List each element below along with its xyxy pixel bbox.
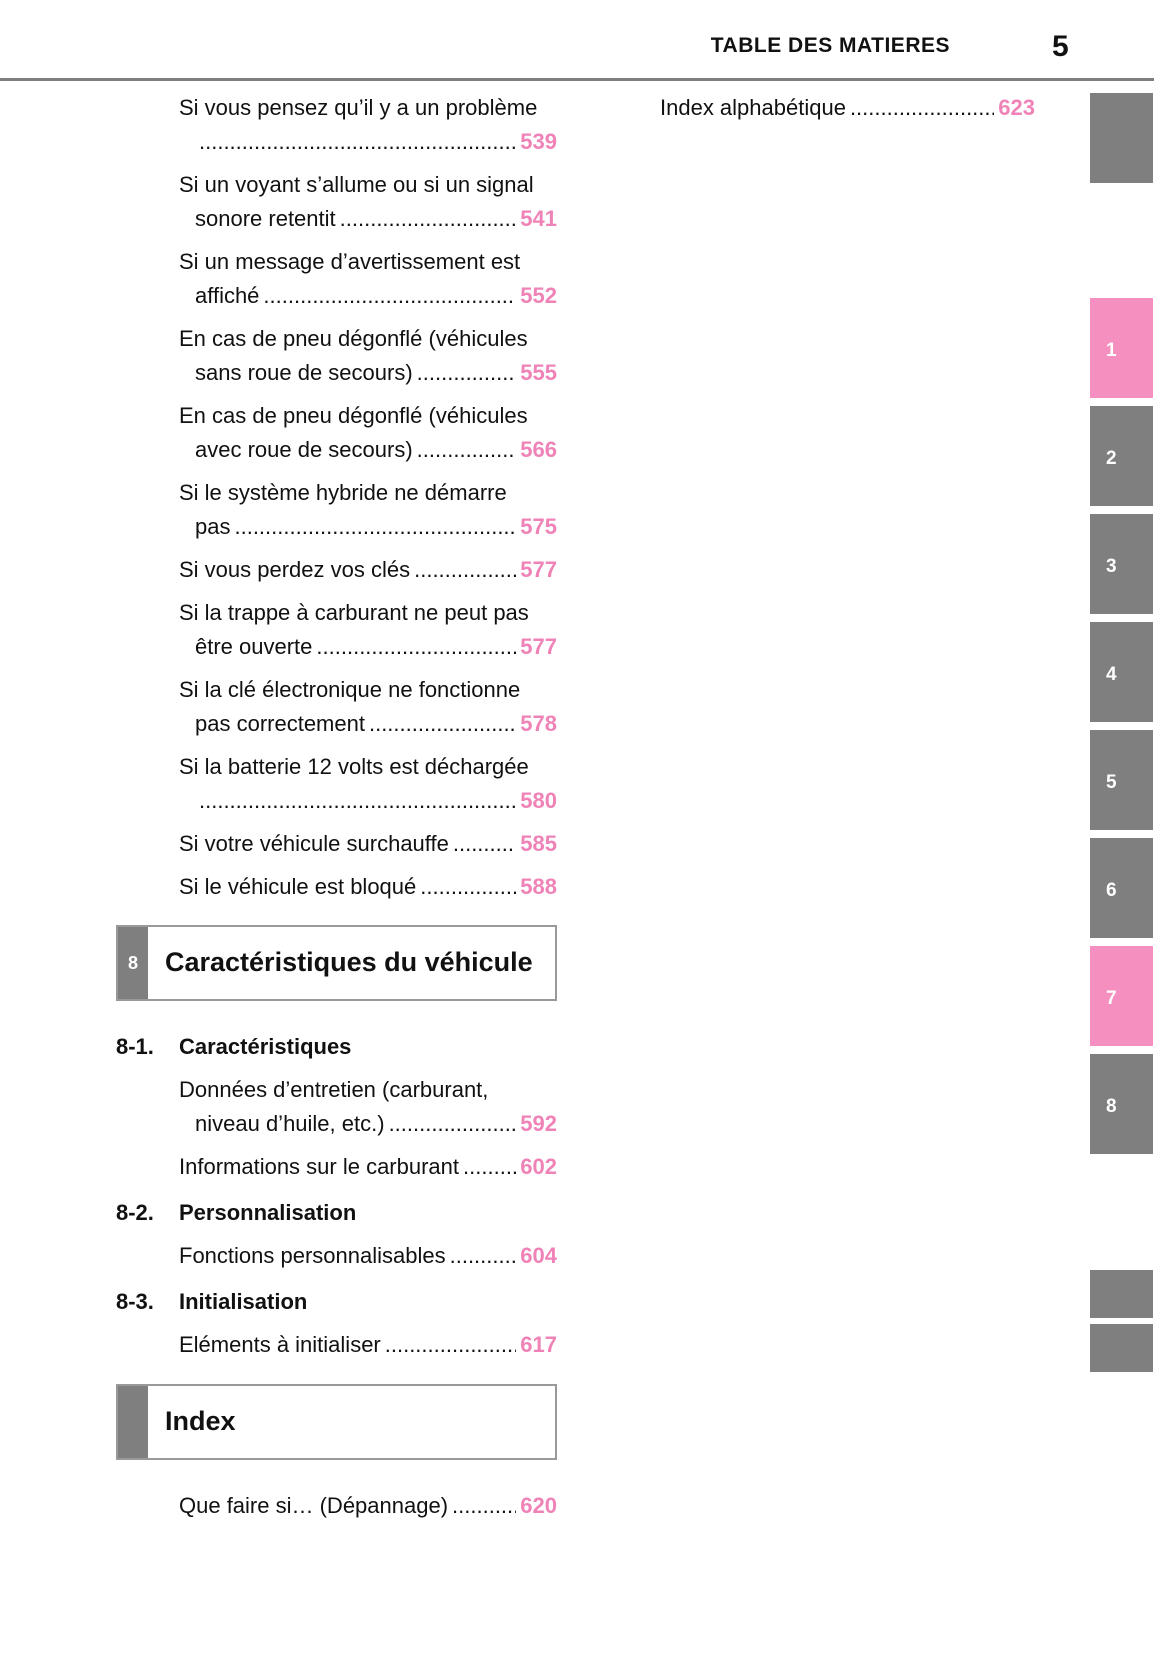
page-link[interactable]: 539 xyxy=(520,129,557,154)
entry-title-cont: pas xyxy=(195,514,231,539)
page-link[interactable]: 578 xyxy=(520,711,557,736)
toc-entry[interactable] xyxy=(179,750,557,818)
toc-entry[interactable] xyxy=(179,553,557,587)
tab-label: 8 xyxy=(1106,1096,1117,1117)
tab-label: 5 xyxy=(1106,772,1117,793)
section-number-strip xyxy=(118,1386,148,1458)
subsection-title: Initialisation xyxy=(179,1289,308,1314)
entry-title: Si vous perdez vos clés xyxy=(179,557,411,582)
subsection-heading[interactable] xyxy=(116,1196,356,1230)
entry-title: Si un voyant s’allume ou si un signal xyxy=(179,172,534,197)
toc-entry[interactable] xyxy=(179,1150,557,1184)
toc-entry[interactable] xyxy=(179,827,557,861)
leader-dots xyxy=(850,91,994,125)
entry-title: Si le système hybride ne démarre xyxy=(179,480,507,505)
leader-dots xyxy=(385,1328,517,1362)
page-link[interactable]: 552 xyxy=(520,283,557,308)
entry-title-cont: affiché xyxy=(195,283,260,308)
leader-dots xyxy=(389,1107,517,1141)
page-link[interactable]: 541 xyxy=(520,206,557,231)
toc-entry[interactable] xyxy=(179,399,557,467)
entry-title: Informations sur le carburant xyxy=(179,1154,460,1179)
page-link[interactable]: 592 xyxy=(520,1111,557,1136)
toc-entry[interactable] xyxy=(179,1073,557,1141)
toc-entry[interactable] xyxy=(179,1239,557,1273)
subsection-title: Caractéristiques xyxy=(179,1034,352,1059)
tab-label: 4 xyxy=(1106,664,1117,685)
leader-dots xyxy=(463,1150,516,1184)
page-link[interactable]: 577 xyxy=(520,557,557,582)
tab-label: 6 xyxy=(1106,880,1117,901)
toc-entry[interactable] xyxy=(179,91,557,159)
leader-dots xyxy=(199,784,516,818)
side-tab-6[interactable] xyxy=(1090,838,1153,938)
toc-entry[interactable] xyxy=(179,476,557,544)
page-link[interactable]: 555 xyxy=(520,360,557,385)
entry-title: Si la trappe à carburant ne peut pas xyxy=(179,600,529,625)
leader-dots xyxy=(417,433,517,467)
page-link[interactable]: 585 xyxy=(520,831,557,856)
page-link[interactable]: 588 xyxy=(520,874,557,899)
entry-title: En cas de pneu dégonflé (véhicules xyxy=(179,326,528,351)
header-title: TABLE DES MATIERES xyxy=(710,34,950,57)
page-link[interactable]: 617 xyxy=(520,1332,557,1357)
entry-title: Si le véhicule est bloqué xyxy=(179,874,417,899)
leader-dots xyxy=(414,553,516,587)
entry-title: Index alphabétique xyxy=(660,95,846,120)
entry-title: Si vous pensez qu’il y a un problème xyxy=(179,95,538,120)
section-heading-8[interactable] xyxy=(116,925,557,1001)
side-tab-7[interactable] xyxy=(1090,946,1153,1046)
leader-dots xyxy=(316,630,516,664)
side-tab-2[interactable] xyxy=(1090,406,1153,506)
page-link[interactable]: 580 xyxy=(520,788,557,813)
page-link[interactable]: 577 xyxy=(520,634,557,659)
entry-title: Eléments à initialiser xyxy=(179,1332,381,1357)
entry-title-cont: avec roue de secours) xyxy=(195,437,413,462)
toc-entry[interactable] xyxy=(179,870,557,904)
page-link[interactable]: 602 xyxy=(520,1154,557,1179)
entry-title: Que faire si… (Dépannage) xyxy=(179,1493,449,1518)
page-link[interactable]: 620 xyxy=(520,1493,557,1518)
toc-entry[interactable] xyxy=(179,1328,557,1362)
entry-title: Si votre véhicule surchauffe xyxy=(179,831,449,856)
entry-title-cont: pas correctement xyxy=(195,711,365,736)
entry-title: Si la clé électronique ne fonctionne xyxy=(179,677,521,702)
entry-title-cont: sonore retentit xyxy=(195,206,336,231)
side-tab-extra[interactable] xyxy=(1090,1324,1153,1372)
leader-dots xyxy=(420,870,516,904)
subsection-number: 8-3. xyxy=(116,1289,154,1314)
entry-title: Fonctions personnalisables xyxy=(179,1243,446,1268)
page-link[interactable]: 604 xyxy=(520,1243,557,1268)
page-link[interactable]: 566 xyxy=(520,437,557,462)
entry-title-cont: niveau d’huile, etc.) xyxy=(195,1111,385,1136)
toc-entry[interactable] xyxy=(179,1489,557,1523)
entry-title-cont: sans roue de secours) xyxy=(195,360,413,385)
entry-title: Si un message d’avertissement est xyxy=(179,249,521,274)
tab-label: 1 xyxy=(1106,340,1117,361)
toc-entry[interactable] xyxy=(179,322,557,390)
side-tab-toc[interactable] xyxy=(1090,93,1153,183)
leader-dots xyxy=(199,125,516,159)
toc-entry[interactable] xyxy=(660,91,1035,125)
side-tab-index[interactable] xyxy=(1090,1270,1153,1318)
subsection-heading[interactable] xyxy=(116,1285,307,1319)
leader-dots xyxy=(340,202,517,236)
entry-title-cont: être ouverte xyxy=(195,634,313,659)
subsection-heading[interactable] xyxy=(116,1030,351,1064)
leader-dots xyxy=(234,510,516,544)
page-link[interactable]: 575 xyxy=(520,514,557,539)
side-tab-3[interactable] xyxy=(1090,514,1153,614)
side-tab-5[interactable] xyxy=(1090,730,1153,830)
toc-entry[interactable] xyxy=(179,168,557,236)
page-number: 5 xyxy=(1052,30,1069,63)
subsection-title: Personnalisation xyxy=(179,1200,357,1225)
side-tab-4[interactable] xyxy=(1090,622,1153,722)
leader-dots xyxy=(263,279,516,313)
leader-dots xyxy=(453,827,516,861)
entry-title: En cas de pneu dégonflé (véhicules xyxy=(179,403,528,428)
section-number: 8 xyxy=(118,927,148,999)
subsection-number: 8-1. xyxy=(116,1034,154,1059)
entry-title: Si la batterie 12 volts est déchargée xyxy=(179,754,529,779)
subsection-number: 8-2. xyxy=(116,1200,154,1225)
side-tab-8[interactable] xyxy=(1090,1054,1153,1154)
toc-entry[interactable] xyxy=(179,673,557,741)
section-title: Caractéristiques du véhicule xyxy=(165,947,533,977)
leader-dots xyxy=(452,1489,516,1523)
header-divider xyxy=(0,78,1154,81)
leader-dots xyxy=(369,707,516,741)
section-title: Index xyxy=(165,1406,236,1436)
side-tab-1[interactable] xyxy=(1090,298,1153,398)
tab-label: 7 xyxy=(1106,988,1117,1009)
toc-entry[interactable] xyxy=(179,245,557,313)
page-link[interactable]: 623 xyxy=(998,95,1035,120)
tab-label: 2 xyxy=(1106,448,1117,469)
entry-title: Données d’entretien (carburant, xyxy=(179,1077,489,1102)
toc-entry[interactable] xyxy=(179,596,557,664)
tab-label: 3 xyxy=(1106,556,1117,577)
leader-dots xyxy=(450,1239,517,1273)
section-heading-index[interactable] xyxy=(116,1384,557,1460)
leader-dots xyxy=(417,356,517,390)
